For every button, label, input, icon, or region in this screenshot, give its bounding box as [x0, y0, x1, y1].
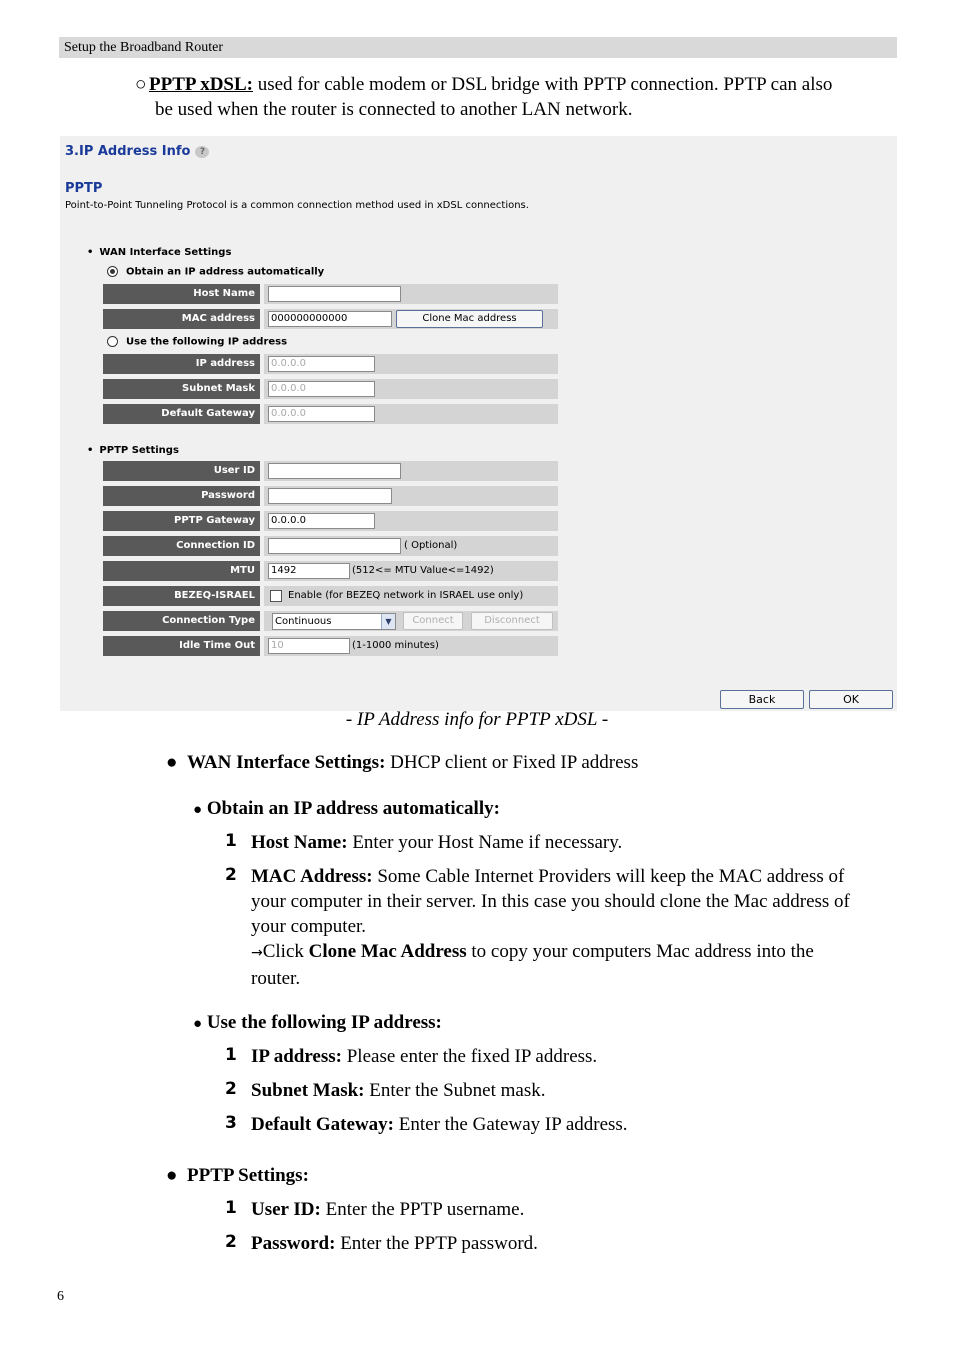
bullet-dot-icon: ● [166, 752, 178, 773]
mac-input[interactable]: 000000000000 [268, 311, 392, 327]
bullet-dot-icon: ● [193, 802, 203, 818]
bezeq-note: Enable (for BEZEQ network in ISRAEL use only) [288, 590, 524, 601]
conn-id-row [103, 536, 558, 556]
obtain-auto-radio-row[interactable]: Obtain an IP address automatically [107, 266, 324, 278]
idle-label: Idle Time Out [103, 636, 260, 656]
router-screenshot [60, 136, 897, 711]
section-title: 3.IP Address Info ? [65, 144, 209, 159]
host-name-item: Host Name: Enter your Host Name if necessary. [251, 832, 623, 853]
pptp-group-label: • PPTP Settings [87, 445, 179, 456]
mtu-row [103, 561, 558, 581]
mac-label: MAC address [103, 309, 260, 329]
password-item: Password: Enter the PPTP password. [251, 1233, 538, 1254]
bezeq-checkbox[interactable] [270, 590, 282, 602]
host-name-label: Host Name [103, 284, 260, 304]
password-input[interactable] [268, 488, 392, 504]
mac-address-item: MAC Address: Some Cable Internet Providers will keep the MAC address of your computer in their server. In this case you should clone the Mac address of your computer. →Click Clone Mac Address to copy your computers Mac address into the router. [251, 866, 850, 989]
user-row [103, 461, 558, 481]
idle-input[interactable]: 10 [268, 638, 350, 654]
protocol-description: Point-to-Point Tunneling Protocol is a common connection method used in xDSL connections. [65, 200, 529, 211]
figure-caption: - IP Address info for PPTP xDSL - [345, 709, 609, 730]
pptp-gateway-row [103, 511, 558, 531]
page-header: Setup the Broadband Router [59, 37, 897, 58]
intro-lead: PPTP xDSL: [149, 74, 253, 95]
user-input[interactable] [268, 463, 401, 479]
bullet-dot-icon: ● [166, 1165, 178, 1186]
conn-type-select[interactable]: Continuous ▼ [272, 613, 396, 630]
mtu-note: (512<= MTU Value<=1492) [352, 565, 494, 576]
mask-row [103, 379, 558, 399]
conn-id-note: ( Optional) [404, 540, 458, 551]
mask-input[interactable]: 0.0.0.0 [268, 381, 375, 397]
clone-mac-button[interactable]: Clone Mac address [396, 310, 543, 328]
radio-unselected-icon[interactable] [107, 336, 118, 347]
arrow-right-icon: → [251, 945, 263, 961]
idle-row [103, 636, 558, 656]
use-following-bullet: ● Use the following IP address: [193, 1010, 442, 1037]
conn-id-input[interactable] [268, 538, 401, 554]
ok-button[interactable]: OK [809, 690, 893, 709]
gateway-label: Default Gateway [103, 404, 260, 424]
mtu-input[interactable]: 1492 [268, 563, 350, 579]
bezeq-label: BEZEQ-ISRAEL [103, 586, 260, 606]
ip-row [103, 354, 558, 374]
list-number: 3 [225, 1113, 237, 1133]
wan-bullet: ● WAN Interface Settings: DHCP client or Fixed IP address [166, 752, 639, 773]
chevron-down-icon[interactable]: ▼ [381, 614, 395, 629]
ip-input[interactable]: 0.0.0.0 [268, 356, 375, 372]
disconnect-button[interactable]: Disconnect [471, 612, 553, 630]
list-number: 1 [225, 831, 237, 851]
radio-selected-icon[interactable] [107, 266, 118, 277]
gateway-row [103, 404, 558, 424]
intro-text-1: used for cable modem or DSL bridge with PPTP connection. PPTP can also [252, 74, 833, 95]
intro-paragraph [135, 72, 900, 122]
protocol-title: PPTP [65, 181, 103, 196]
circle-bullet-icon: ○ [135, 74, 147, 95]
page-number: 6 [57, 1289, 64, 1304]
pptp-gateway-input[interactable]: 0.0.0.0 [268, 513, 375, 529]
user-label: User ID [103, 461, 260, 481]
list-number: 1 [225, 1045, 237, 1065]
default-gateway-item: Default Gateway: Enter the Gateway IP address. [251, 1114, 628, 1135]
password-row [103, 486, 558, 506]
pptp-gateway-label: PPTP Gateway [103, 511, 260, 531]
idle-note: (1-1000 minutes) [352, 640, 439, 651]
list-number: 2 [225, 1079, 237, 1099]
conn-type-label: Connection Type [103, 611, 260, 631]
user-id-item: User ID: Enter the PPTP username. [251, 1199, 525, 1220]
mask-label: Subnet Mask [103, 379, 260, 399]
password-label: Password [103, 486, 260, 506]
pptp-settings-bullet: ● PPTP Settings: [166, 1165, 309, 1186]
host-name-input[interactable] [268, 286, 401, 302]
ip-label: IP address [103, 354, 260, 374]
mtu-label: MTU [103, 561, 260, 581]
list-number: 1 [225, 1198, 237, 1218]
back-button[interactable]: Back [720, 690, 804, 709]
list-number: 2 [225, 865, 237, 885]
subnet-mask-item: Subnet Mask: Enter the Subnet mask. [251, 1080, 546, 1101]
bezeq-row [103, 586, 558, 606]
list-number: 2 [225, 1232, 237, 1252]
ip-address-item: IP address: Please enter the fixed IP address. [251, 1046, 598, 1067]
use-following-radio-row[interactable]: Use the following IP address [107, 336, 287, 348]
obtain-bullet: ● Obtain an IP address automatically: [193, 796, 500, 823]
bullet-dot-icon: ● [193, 1016, 203, 1032]
conn-id-label: Connection ID [103, 536, 260, 556]
wan-group-label: • WAN Interface Settings [87, 247, 231, 258]
gateway-input[interactable]: 0.0.0.0 [268, 406, 375, 422]
mac-row [103, 309, 558, 329]
connect-button[interactable]: Connect [403, 612, 463, 630]
conn-type-row [103, 611, 558, 631]
intro-text-2: be used when the router is connected to another LAN network. [155, 99, 633, 120]
help-icon[interactable]: ? [195, 146, 209, 158]
host-name-row [103, 284, 558, 304]
